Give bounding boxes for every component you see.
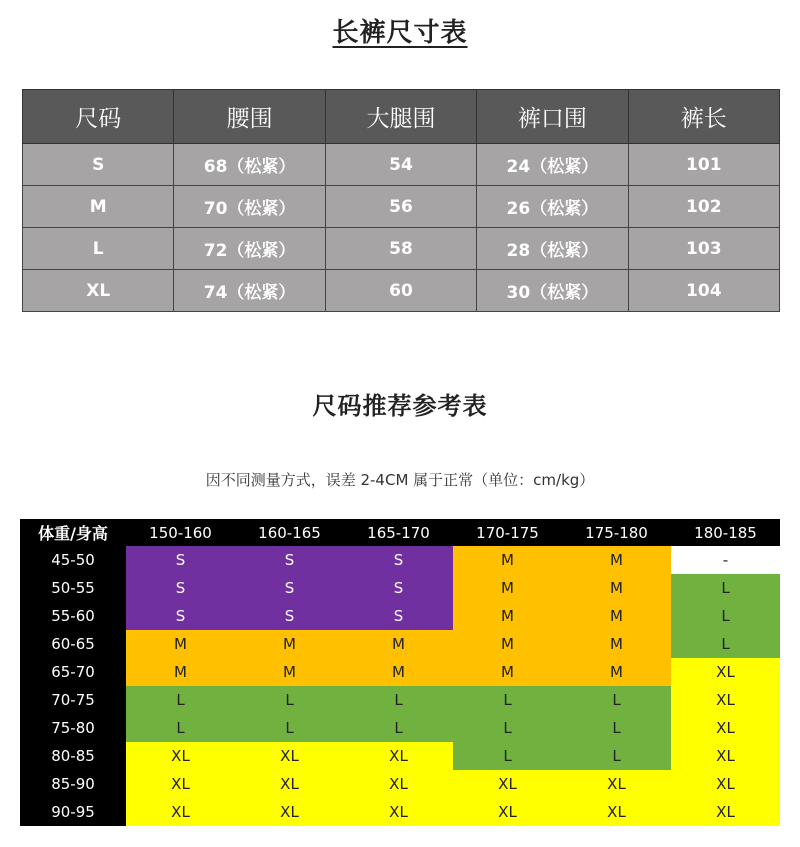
height-header: 165-170 [344,519,453,546]
size-chart-title: 长裤尺寸表 [332,18,468,48]
cell-leg-opening: 26（松紧） [477,186,628,228]
height-header: 160-165 [235,519,344,546]
height-header: 180-185 [671,519,780,546]
size-cell: L [126,714,235,742]
size-cell: S [344,574,453,602]
cell-length: 104 [628,270,779,312]
height-header: 175-180 [562,519,671,546]
size-cell: S [126,602,235,630]
cell-thigh: 56 [325,186,476,228]
weight-label: 65-70 [20,658,126,686]
size-cell: XL [453,798,562,826]
cell-thigh: 58 [325,228,476,270]
size-cell: XL [562,798,671,826]
size-cell: M [453,658,562,686]
recommend-title: 尺码推荐参考表 [312,392,488,420]
size-chart-table [22,89,780,312]
size-cell: S [126,546,235,574]
weight-label: 60-65 [20,630,126,658]
size-cell: - [671,546,780,574]
cell-length: 101 [628,144,779,186]
size-cell: M [453,602,562,630]
size-cell: XL [126,770,235,798]
measurement-note: 因不同测量方式，误差 2-4CM 属于正常（单位：cm/kg） [205,471,595,489]
table-row [23,270,780,312]
table-row [23,228,780,270]
header-leg-opening: 裤口围 [477,90,628,144]
size-cell: L [671,630,780,658]
size-cell: L [453,714,562,742]
header-length: 裤长 [628,90,779,144]
weight-label: 50-55 [20,574,126,602]
header-waist: 腰围 [174,90,325,144]
header-size: 尺码 [23,90,174,144]
weight-label: 90-95 [20,798,126,826]
size-cell: M [453,630,562,658]
size-cell: XL [235,742,344,770]
size-cell: S [235,546,344,574]
table-row [23,186,780,228]
cell-thigh: 54 [325,144,476,186]
size-cell: XL [344,770,453,798]
size-cell: L [453,686,562,714]
size-cell: L [344,686,453,714]
cell-leg-opening: 24（松紧） [477,144,628,186]
cell-size: S [23,144,174,186]
cell-leg-opening: 30（松紧） [477,270,628,312]
size-cell: M [453,546,562,574]
weight-label: 45-50 [20,546,126,574]
size-cell: M [562,574,671,602]
height-header: 170-175 [453,519,562,546]
size-cell: L [235,686,344,714]
size-cell: L [562,714,671,742]
size-cell: XL [126,742,235,770]
cell-waist: 70（松紧） [174,186,325,228]
weight-label: 70-75 [20,686,126,714]
weight-label: 55-60 [20,602,126,630]
size-cell: L [562,686,671,714]
size-cell: L [671,602,780,630]
size-cell: XL [453,770,562,798]
size-chart-header-row [23,90,780,144]
cell-length: 103 [628,228,779,270]
size-cell: L [235,714,344,742]
size-cell: S [344,546,453,574]
size-cell: M [562,658,671,686]
cell-waist: 68（松紧） [174,144,325,186]
size-cell: S [235,574,344,602]
weight-label: 80-85 [20,742,126,770]
size-cell: S [235,602,344,630]
size-cell: M [344,630,453,658]
size-recommend-grid [20,519,780,826]
cell-thigh: 60 [325,270,476,312]
size-cell: M [235,658,344,686]
weight-label: 85-90 [20,770,126,798]
corner-label: 体重/身高 [20,519,126,546]
cell-leg-opening: 28（松紧） [477,228,628,270]
size-cell: M [562,630,671,658]
cell-waist: 72（松紧） [174,228,325,270]
size-cell: XL [671,742,780,770]
size-cell: M [344,658,453,686]
size-cell: XL [235,798,344,826]
size-cell: XL [671,658,780,686]
size-cell: XL [671,686,780,714]
size-cell: L [453,742,562,770]
size-cell: M [126,658,235,686]
size-cell: XL [344,742,453,770]
size-cell: M [562,602,671,630]
size-cell: M [235,630,344,658]
size-cell: XL [126,798,235,826]
size-cell: XL [235,770,344,798]
table-row [23,144,780,186]
size-cell: XL [562,770,671,798]
size-cell: L [344,714,453,742]
size-cell: S [126,574,235,602]
size-cell: M [453,574,562,602]
size-cell: L [671,574,780,602]
header-thigh: 大腿围 [325,90,476,144]
cell-size: L [23,228,174,270]
size-cell: XL [671,714,780,742]
size-cell: XL [344,798,453,826]
size-cell: M [126,630,235,658]
cell-size: XL [23,270,174,312]
cell-length: 102 [628,186,779,228]
cell-size: M [23,186,174,228]
weight-label: 75-80 [20,714,126,742]
size-cell: L [562,742,671,770]
cell-waist: 74（松紧） [174,270,325,312]
size-cell: L [126,686,235,714]
size-cell: M [562,546,671,574]
size-cell: S [344,602,453,630]
size-cell: XL [671,770,780,798]
size-cell: XL [671,798,780,826]
height-header: 150-160 [126,519,235,546]
